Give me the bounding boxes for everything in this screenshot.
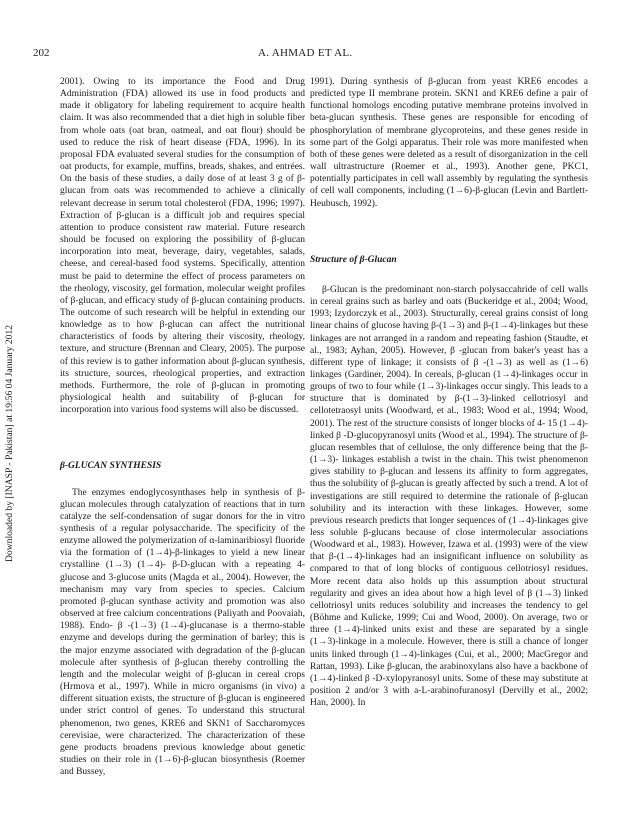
download-watermark: Downloaded by [INASP - Pakistan] at 19:56 04 January 2012 [4,324,15,562]
right-paragraph-genes: 1991). During synthesis of β-glucan from yeast KRE6 encodes a predicted type II membrane protein. SKN1 and KRE6 define a pair of functional homologs encoding putative membrane proteins involved in beta-glucan synthesis. These genes are responsible for encoding of phosphorylation of membrane glycoproteins, and these genes reside in some part of the Golgi apparatus. Their role was more manifested when both of these genes were deleted as a result of disorganization in the cell wall ultrastructure (Roemer et al., 1993). Another gene, PKC1, potentially participates in cell wall assembly by regulating the synthesis of cell wall components, including (1→6)-β-glucan (Levin and Bartlett-Heubusch, 1992). [310,77,588,209]
running-header-authors: A. AHMAD ET AL. [258,47,353,59]
left-paragraph-intro: 2001). Owing to its importance the Food and Drug Administration (FDA) allowed its use in food products and made it obligatory for labeling requirement to acquire health claim. It was also recommended that a diet high in soluble fiber from whole oats (oat bran, oatmeal, and oat flour) should be used to reduce the risk of heart disease (FDA, 1996). In its proposal FDA evaluated several studies for the consumption of oat products, for example, muffins, breads, shakes, and entrées. On the basis of these studies, a daily dose of at least 3 g of β-glucan from oats was recommended to achieve a clinically relevant decrease in serum total cholesterol (FDA, 1996; 1997). Extraction of β-glucan is a difficult job and requires special attention to produce consistent raw material. Future research should be focused on exploring the possibility of β-glucan incorporation into meat, beverage, dairy, vegetables, salads, cheese, and cereal-based food systems. Specifically, attention must be paid to determine the effect of process parameters on the rheology, viscosity, gel formation, molecular weight profiles of β-glucan, and efficacy study of β-glucan containing products. The outcome of such research will be helpful in extending our knowledge as to how β-glucan can affect the nutritional characteristics of foods by altering their viscosity, rheology, texture, and structure (Brennan and Cleary, 2005). The purpose of this review is to gather information about β-glucan synthesis, its structure, sources, rheological properties, and extraction methods. Furthermore, the role of β-glucan in promoting physiological health and suitability of β-glucan for incorporation into various food systems will also be discussed. [60,77,305,416]
page-number: 202 [33,47,50,59]
left-column [60,76,305,778]
right-paragraph-structure: β-Glucan is the predominant non-starch polysaccahride of cell walls in cereal grains such as barley and oats (Buckeridge et al., 2004; Wood, 1993; Izydorczyk et al., 2003). Structurally, cereal grains consist of long linear chains of glucose having β-(1→3) and β-(1→4)-linkages but these linkages are not arranged in a random and repeating fashion (Staudte, et al., 1983; Ayhan, 2005). However, β -glucan from baker's yeast has a different type of linkage; it consists of β -(1→3) as well as (1→6) linkages (Gardiner, 2004). In cereals, β-glucan (1→4)-linkages occur in groups of two to four while (1→3)-linkages occur singly. This leads to a structure that is dominated by β-(1→3)-linked cellotriosyl and cellotetraosyl units (Woodward, et al., 1983; Wood et al., 1994; Wood, 2001). The rest of the structure consists of longer blocks of 4- 15 (1→4)-linked β -D-glucopyranosyl units (Wood et al., 1994). The structure of β-glucan resembles that of cellulose, the only difference being that the β-(1→3)- linkages establish a twist in the chain. This twist phenomenon gives stability to β-glucan and lessens its affinity to form aggregates, thus the solubility of β-glucan is greatly affected by such a trend. A lot of investigations are still required to determine the rationale of β-glucan solubility and its interaction with these linkages. However, some previous research predicts that longer sequences of (1→4)-linkages give less soluble β-glucans because of close intermolecular associations (Woodward et al., 1983). However, Izawa et al. (1993) were of the view that β-(1→4)-linkages had an insignificant influence on solubility as compared to that of long blocks of contiguous cellotriosyl residues. More recent data also holds up this assumption about structural regularity and gives an idea about how a high level of β (1→3) linked cellotriosyl units reduces solubility and increases the tendency to gel (Böhme and Kulicke, 1999; Cui and Wood, 2000). On average, two or three (1→4)-linked units exist and these are separated by a single (1→3)-linkage in a molecule. However, there is still a chance of longer units linked through (1→4)-linkages (Cui, et al., 2000; MacGregor and Rattan, 1993). Like β-glucan, the arabinoxylans also have a backbone of (1→4)-linked β -D-xylopyranosyl units. Some of these may substitute at position 2 and/or 3 with a-L-arabinofuranosyl (Dervilly et al., 2002; Han, 2000). In [310,284,588,709]
right-column [310,76,588,709]
left-paragraph-synthesis: The enzymes endoglycosynthases help in synthesis of β-glucan molecules through catalyzation of reactions that in turn catalyze the self-condensation of sugar donors for the in vitro synthesis of a regular polysaccharide. The specificity of the enzyme allowed the polymerization of α-laminaribiosyl fluoride via the formation of (1→4)-β-linkages to yield a new linear crystalline (1→3) (1→4)- β-D-glucan with a repeating 4-glucose and 3-glucose units (Magda et al., 2004). However, the mechanism may vary from species to species. Calcium promoted β-glucan synthase activity and promotion was also observed at free calcium concentrations (Paliyath and Poovaiah, 1988). Endo- β -(1→3) (1→4)-glucanase is a thermo-stable enzyme and develops during the germination of barley; this is the major enzyme associated with degradation of the β-glucan molecule after synthesis of β-glucan thereby controlling the length and the molecular weight of β-glucan in cereal crops (Hrmova et al., 1997). While in micro organisms (in vivo) a different situation exists, the structure of β-glucan is engineered under strict control of genes. To understand this structural phenomenon, two genes, KRE6 and SKN1 of Saccharomyces cerevisiae, were characterized. The characterization of these gene products broadens previous knowledge about genetic studies on their role in (1→6)-β-glucan biosynthesis (Roemer and Bussey, [60,487,305,778]
section-heading-structure: Structure of β-Glucan [310,254,397,265]
section-heading-synthesis: β-GLUCAN SYNTHESIS [60,461,162,472]
